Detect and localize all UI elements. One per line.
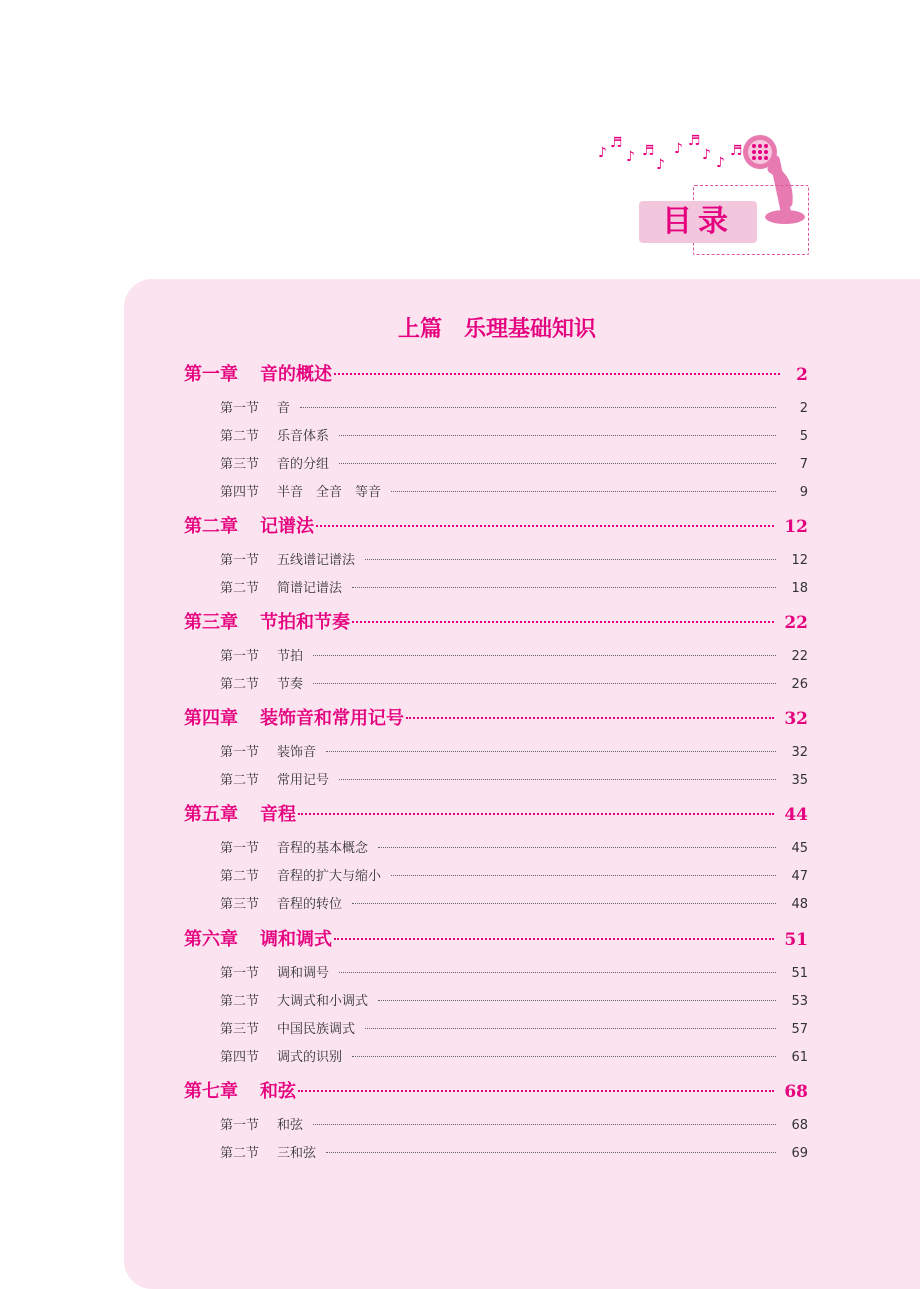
dot-leader xyxy=(313,683,776,684)
dot-leader xyxy=(352,587,776,588)
page-number: 48 xyxy=(791,897,808,912)
toc-chapter[interactable] xyxy=(184,360,808,386)
page-number: 51 xyxy=(791,966,808,981)
section-number: 第一节 xyxy=(220,1118,260,1133)
section-title: 乐音体系 xyxy=(277,429,330,444)
toc-section[interactable] xyxy=(220,549,808,568)
page-number: 44 xyxy=(784,805,808,825)
toc-section[interactable] xyxy=(220,837,808,856)
dot-leader xyxy=(406,717,774,719)
dot-leader xyxy=(378,847,776,848)
section-number: 第二节 xyxy=(220,869,260,884)
dot-leader xyxy=(365,559,776,560)
dot-leader xyxy=(391,875,776,876)
music-note-icon: ♬ xyxy=(688,133,701,149)
toc-section[interactable] xyxy=(220,1018,808,1037)
section-number: 第二节 xyxy=(220,1146,260,1161)
toc-chapter[interactable] xyxy=(184,800,808,826)
part-label: 上篇 xyxy=(397,317,442,342)
music-note-icon: ♪ xyxy=(702,147,711,163)
section-title: 调式的识别 xyxy=(277,1050,343,1065)
toc-chapter[interactable] xyxy=(184,608,808,634)
page-number: 2 xyxy=(796,365,808,385)
section-title: 五线谱记谱法 xyxy=(277,553,356,568)
dot-leader xyxy=(298,1090,774,1092)
page-number: 47 xyxy=(791,869,808,884)
section-number: 第二节 xyxy=(220,994,260,1009)
section-number: 第四节 xyxy=(220,1050,260,1065)
page-number: 57 xyxy=(791,1022,808,1037)
dot-leader xyxy=(339,972,776,973)
page-number: 32 xyxy=(784,709,808,729)
music-note-icon: ♬ xyxy=(730,143,743,159)
section-number: 第一节 xyxy=(220,841,260,856)
toc-section[interactable] xyxy=(220,577,808,596)
page-number: 9 xyxy=(799,485,808,500)
page-number: 32 xyxy=(791,745,808,760)
section-title: 音程的转位 xyxy=(277,897,343,912)
section-title: 简谱记谱法 xyxy=(277,581,343,596)
section-title: 音程的基本概念 xyxy=(277,841,369,856)
chapter-title: 节拍和节奏 xyxy=(260,612,350,633)
section-title: 调和调号 xyxy=(277,966,330,981)
chapter-title: 调和调式 xyxy=(260,929,332,950)
music-note-icon: ♪ xyxy=(716,155,725,171)
page-number: 61 xyxy=(791,1050,808,1065)
toc-section[interactable] xyxy=(220,673,808,692)
toc-section[interactable] xyxy=(220,990,808,1009)
chapter-number: 第四章 xyxy=(184,708,238,729)
dot-leader xyxy=(313,655,776,656)
section-title: 音 xyxy=(277,401,291,416)
toc-section[interactable] xyxy=(220,741,808,760)
section-number: 第三节 xyxy=(220,457,260,472)
section-title: 和弦 xyxy=(277,1118,304,1133)
toc-chapter[interactable] xyxy=(184,512,808,538)
music-note-icon: ♪ xyxy=(598,145,607,161)
toc-section[interactable] xyxy=(220,769,808,788)
page-number: 2 xyxy=(799,401,808,416)
dot-leader xyxy=(339,435,776,436)
music-note-icon: ♬ xyxy=(610,135,623,151)
dot-leader xyxy=(352,621,774,623)
chapter-number: 第七章 xyxy=(184,1081,238,1102)
dot-leader xyxy=(316,525,774,527)
section-number: 第一节 xyxy=(220,966,260,981)
section-title: 音的分组 xyxy=(277,457,330,472)
toc-section[interactable] xyxy=(220,453,808,472)
toc-section[interactable] xyxy=(220,481,808,500)
toc-section[interactable] xyxy=(220,962,808,981)
dot-leader xyxy=(313,1124,776,1125)
section-title: 三和弦 xyxy=(277,1146,317,1161)
dot-leader xyxy=(352,903,776,904)
toc-chapter[interactable] xyxy=(184,925,808,951)
section-number: 第三节 xyxy=(220,1022,260,1037)
section-title: 大调式和小调式 xyxy=(277,994,369,1009)
section-title: 半音 全音 等音 xyxy=(277,485,382,500)
toc-section[interactable] xyxy=(220,865,808,884)
toc-chapter[interactable] xyxy=(184,704,808,730)
dot-leader xyxy=(339,779,776,780)
chapter-title: 音程 xyxy=(260,804,296,825)
page-number: 69 xyxy=(791,1146,808,1161)
page-number: 5 xyxy=(799,429,808,444)
page-number: 51 xyxy=(784,930,808,950)
toc-section[interactable] xyxy=(220,397,808,416)
music-note-icon: ♪ xyxy=(626,149,635,165)
page-number: 12 xyxy=(791,553,808,568)
section-number: 第二节 xyxy=(220,581,260,596)
section-title: 节拍 xyxy=(277,649,304,664)
page-number: 22 xyxy=(791,649,808,664)
music-note-icon: ♪ xyxy=(674,141,683,157)
page-number: 68 xyxy=(791,1118,808,1133)
section-title: 节奏 xyxy=(277,677,304,692)
section-number: 第二节 xyxy=(220,677,260,692)
page-title: 目录 xyxy=(662,204,734,239)
section-number: 第三节 xyxy=(220,897,260,912)
dot-leader xyxy=(300,407,776,408)
section-number: 第二节 xyxy=(220,429,260,444)
page-number: 45 xyxy=(791,841,808,856)
dot-leader xyxy=(334,938,774,940)
chapter-number: 第六章 xyxy=(184,929,238,950)
toc-section[interactable] xyxy=(220,645,808,664)
music-note-icon: ♬ xyxy=(642,143,655,159)
chapter-number: 第一章 xyxy=(184,364,238,385)
section-number: 第一节 xyxy=(220,745,260,760)
dot-leader xyxy=(378,1000,776,1001)
dot-leader xyxy=(326,751,776,752)
toc-chapter[interactable] xyxy=(184,1077,808,1103)
dot-leader xyxy=(334,373,780,375)
page-number: 53 xyxy=(791,994,808,1009)
section-number: 第一节 xyxy=(220,401,260,416)
toc-section[interactable] xyxy=(220,893,808,912)
chapter-title: 音的概述 xyxy=(260,364,332,385)
page-number: 22 xyxy=(784,613,808,633)
dot-leader xyxy=(352,1056,776,1057)
chapter-title: 记谱法 xyxy=(260,516,314,537)
section-number: 第四节 xyxy=(220,485,260,500)
chapter-title: 和弦 xyxy=(260,1081,296,1102)
dot-leader xyxy=(365,1028,776,1029)
part-name: 乐理基础知识 xyxy=(464,317,597,342)
section-title: 音程的扩大与缩小 xyxy=(277,869,382,884)
music-note-icon: ♪ xyxy=(656,157,665,173)
toc-section[interactable] xyxy=(220,1046,808,1065)
section-title: 中国民族调式 xyxy=(277,1022,356,1037)
dot-leader xyxy=(339,463,776,464)
chapter-number: 第五章 xyxy=(184,804,238,825)
dot-leader xyxy=(298,813,774,815)
toc-section[interactable] xyxy=(220,1142,808,1161)
section-number: 第二节 xyxy=(220,773,260,788)
chapter-title: 装饰音和常用记号 xyxy=(260,708,404,729)
page-number: 35 xyxy=(791,773,808,788)
section-title: 装饰音 xyxy=(277,745,317,760)
page-number: 7 xyxy=(799,457,808,472)
page-number: 18 xyxy=(791,581,808,596)
page-number: 12 xyxy=(784,517,808,537)
dot-leader xyxy=(326,1152,776,1153)
chapter-number: 第三章 xyxy=(184,612,238,633)
toc-section[interactable] xyxy=(220,425,808,444)
dot-leader xyxy=(391,491,776,492)
chapter-number: 第二章 xyxy=(184,516,238,537)
section-title: 常用记号 xyxy=(277,773,330,788)
section-number: 第一节 xyxy=(220,553,260,568)
toc-section[interactable] xyxy=(220,1114,808,1133)
section-number: 第一节 xyxy=(220,649,260,664)
part-title xyxy=(124,312,870,343)
page-number: 68 xyxy=(784,1082,808,1102)
page-number: 26 xyxy=(791,677,808,692)
